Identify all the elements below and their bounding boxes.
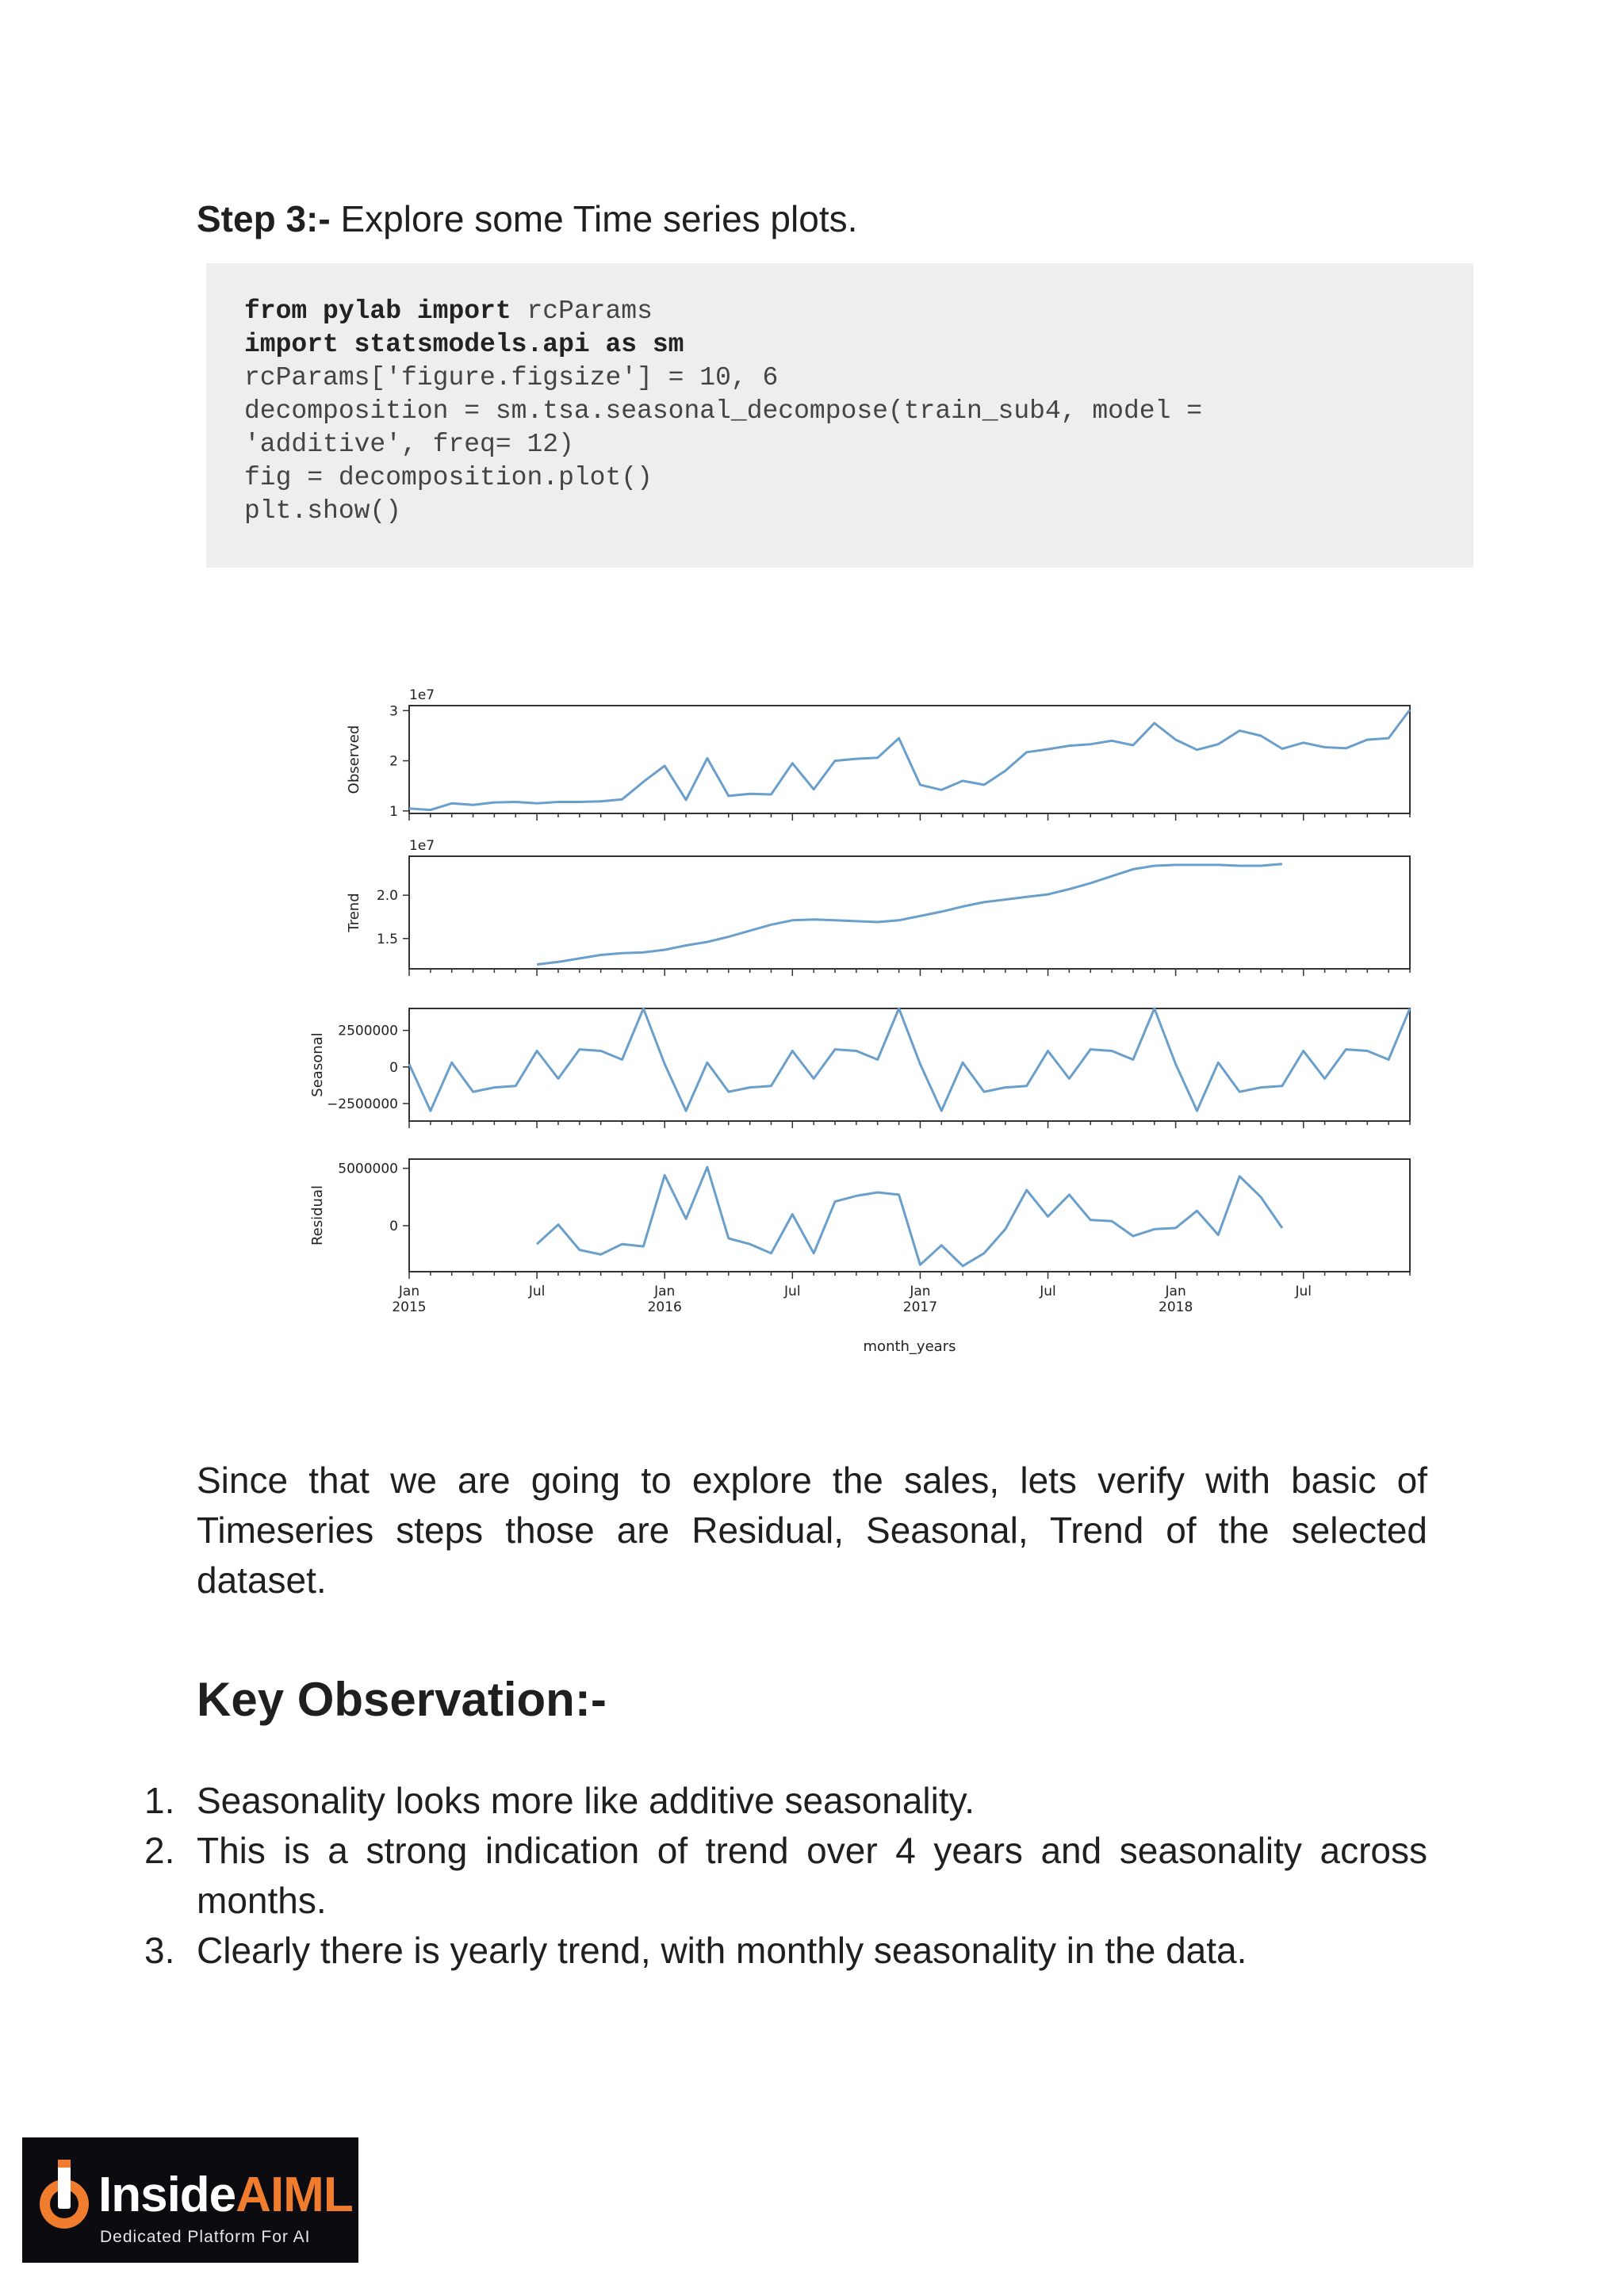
x-tick-label: Jul <box>784 1284 801 1299</box>
y-tick-label: 2.0 <box>376 888 398 905</box>
list-text: Clearly there is yearly trend, with monthly seasonality in the data. <box>197 1930 1247 1971</box>
insideaiml-logo-icon <box>35 2160 94 2236</box>
list-number: 2. <box>144 1830 175 1871</box>
y-tick-label: −2500000 <box>327 1096 398 1112</box>
series-line-trend <box>537 864 1282 965</box>
y-axis-label: Seasonal <box>309 1032 326 1097</box>
panel-frame <box>409 1008 1410 1121</box>
list-item <box>144 1926 1427 1976</box>
code-keyword: import statsmodels.api as sm <box>244 330 684 359</box>
x-tick-label: Jan <box>654 1284 676 1299</box>
list-text: Seasonality looks more like additive seasonality. <box>197 1780 975 1821</box>
x-tick-label: 2015 <box>392 1299 427 1315</box>
code-text: rcParams <box>511 297 653 326</box>
x-tick-label: 2016 <box>647 1299 682 1315</box>
logo-word-aiml: AIML <box>236 2168 353 2222</box>
code-line <box>244 395 1473 428</box>
y-axis-label: Trend <box>346 893 362 932</box>
list-item <box>144 1776 1427 1826</box>
list-item <box>144 1826 1427 1926</box>
series-line-observed <box>409 710 1410 810</box>
code-block <box>206 263 1473 568</box>
panel-frame <box>409 1159 1410 1272</box>
x-tick-label: Jul <box>1295 1284 1312 1299</box>
code-line <box>244 461 1473 495</box>
x-tick-label: Jul <box>1040 1284 1056 1299</box>
logo-tagline: Dedicated Platform For AI <box>100 2228 311 2246</box>
code-line <box>244 362 1473 395</box>
x-tick-label: Jul <box>528 1284 546 1299</box>
x-tick-label: Jan <box>398 1284 420 1299</box>
code-line <box>244 295 1473 328</box>
code-line <box>244 495 1473 528</box>
y-tick-label: 1 <box>389 803 398 820</box>
x-tick-label: Jan <box>910 1284 931 1299</box>
code-text: decomposition = sm.tsa.seasonal_decompose(train_sub4, model = <box>244 396 1202 426</box>
list-text: This is a strong indication of trend over 4 years and seasonality across months. <box>197 1830 1427 1921</box>
step-label: Step 3:- <box>197 198 331 239</box>
step-heading <box>197 197 857 241</box>
series-line-seasonal <box>409 1008 1410 1111</box>
series-line-residual <box>537 1167 1282 1266</box>
y-tick-label: 0 <box>389 1219 398 1235</box>
x-tick-label: 2017 <box>902 1299 938 1315</box>
intro-paragraph: Since that we are going to explore the sales, lets verify with basic of Timeseries steps those are Residual, Seasonal, Trend of the selected dataset. <box>197 1460 1427 1601</box>
code-keyword: from pylab import <box>244 297 511 326</box>
panel-frame <box>409 856 1410 969</box>
x-axis-label: month_years <box>863 1338 956 1355</box>
y-tick-label: 0 <box>389 1059 398 1076</box>
code-line <box>244 328 1473 362</box>
logo-word-inside: Inside <box>98 2168 236 2222</box>
key-observation-title: Key Observation:- <box>197 1673 607 1726</box>
y-tick-label: 2500000 <box>338 1023 398 1039</box>
code-text: 'additive', freq= 12) <box>244 430 574 459</box>
step-text: Explore some Time series plots. <box>340 198 858 239</box>
y-tick-label: 5000000 <box>338 1161 398 1177</box>
y-tick-label: 3 <box>389 703 398 720</box>
decomposition-figure <box>270 666 1427 1364</box>
list-number: 1. <box>144 1780 175 1821</box>
insideaiml-logo <box>22 2137 358 2263</box>
y-axis-label: Observed <box>346 725 362 794</box>
logo-wordmark <box>98 2168 353 2223</box>
x-tick-label: Jan <box>1165 1284 1186 1299</box>
decomposition-chart <box>270 666 1427 1364</box>
x-tick-label: 2018 <box>1159 1299 1193 1315</box>
observation-list <box>144 1776 1427 1976</box>
code-line <box>244 428 1473 461</box>
code-text: fig = decomposition.plot() <box>244 463 653 492</box>
code-text: rcParams['figure.figsize'] = 10, 6 <box>244 363 779 392</box>
y-tick-label: 1.5 <box>376 931 398 947</box>
axis-offset-label: 1e7 <box>409 838 435 854</box>
axis-offset-label: 1e7 <box>409 687 435 703</box>
code-text: plt.show() <box>244 496 402 526</box>
list-number: 3. <box>144 1930 175 1971</box>
y-tick-label: 2 <box>389 753 398 770</box>
y-axis-label: Residual <box>309 1184 326 1246</box>
